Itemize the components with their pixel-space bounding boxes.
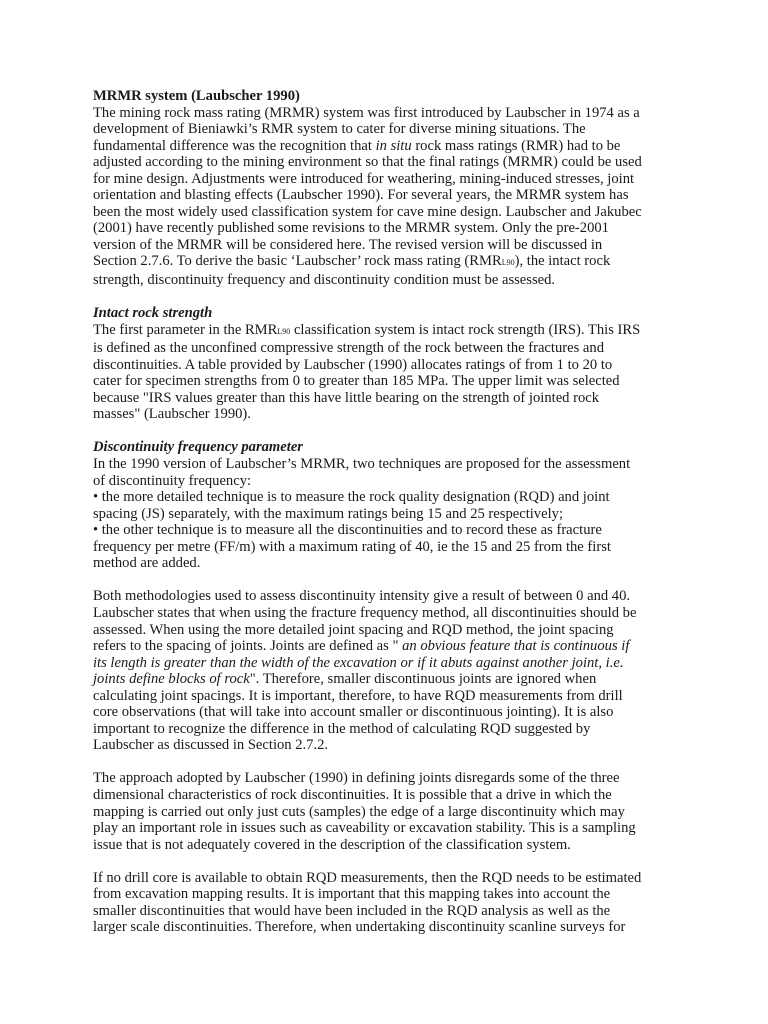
text-line: The first parameter in the RMRL90 classification system is intact rock strength (IRS). This IRS — [93, 321, 641, 338]
text-line: mapping is carried out only just cuts (samples) the edge of a large discontinuity which may — [93, 803, 625, 820]
text-line: fundamental difference was the recognition that in situ rock mass ratings (RMR) had to be — [93, 137, 621, 154]
text-line: Section 2.7.6. To derive the basic ‘Laubscher’ rock mass rating (RMRL90), the intact rock — [93, 253, 611, 270]
text-line: is defined as the unconfined compressive strength of the rock between the fractures and — [93, 340, 605, 357]
text-line: The mining rock mass rating (MRMR) system was first introduced by Laubscher in 1974 as a — [93, 104, 640, 121]
text-line: The approach adopted by Laubscher (1990) in defining joints disregards some of the three — [93, 770, 620, 787]
text-line: dimensional characteristics of rock discontinuities. It is possible that a drive in which the — [93, 786, 612, 803]
text-line: method are added. — [93, 555, 201, 572]
paragraph-approach — [93, 770, 713, 853]
text-line: larger scale discontinuities. Therefore, when undertaking discontinuity scanline surveys for — [93, 919, 626, 936]
text-line: of discontinuity frequency: — [93, 472, 252, 489]
text-line: development of Bieniawki’s RMR system to cater for diverse mining situations. The — [93, 121, 586, 138]
text-line: joints define blocks of rock". Therefore, smaller discontinuous joints are ignored when — [93, 671, 597, 688]
text-line: adjusted according to the mining environment so that the final ratings (MRMR) could be used — [93, 154, 642, 171]
text-line: important to recognize the difference in the method of calculating RQD suggested by — [93, 720, 591, 737]
italic-quote: its length is greater than the width of the excavation or if it abuts against another joint, i.e. — [93, 654, 624, 671]
text-line: because "IRS values greater than this have little bearing on the strength of jointed rock — [93, 389, 600, 406]
text-line: In the 1990 version of Laubscher’s MRMR, two techniques are proposed for the assessment — [93, 456, 631, 473]
text-line: smaller discontinuities that would have been included in the RQD analysis as well as the — [93, 902, 611, 919]
italic-quote: joints define blocks of rock — [93, 671, 250, 688]
text-line: issue that is not adequately covered in the description of the classification system. — [93, 836, 571, 853]
text-line: spacing (JS) separately, with the maximum ratings being 15 and 25 respectively; — [93, 505, 563, 522]
text-line: orientation and blasting effects (Laubscher 1990). For several years, the MRMR system has — [93, 187, 629, 204]
bullet-line: • the more detailed technique is to measure the rock quality designation (RQD) and joint — [93, 489, 610, 506]
text-line: Laubscher states that when using the fracture frequency method, all discontinuities should be — [93, 604, 637, 621]
text-line: calculating joint spacings. It is important, therefore, to have RQD measurements from drill — [93, 687, 623, 704]
bullet-line: • the other technique is to measure all the discontinuities and to record these as fracture — [93, 522, 602, 539]
document-page — [93, 88, 713, 936]
paragraph-intact — [93, 322, 713, 423]
text-line: play an important role in issues such as caveability or excavation stability. This is a sampling — [93, 820, 636, 837]
paragraph-methodologies — [93, 588, 713, 753]
italic-quote: an obvious feature that is continuous if — [402, 638, 630, 655]
text-line: refers to the spacing of joints. Joints are defined as " an obvious feature that is continuous if — [93, 638, 630, 655]
text-line: frequency per metre (FF/m) with a maximum rating of 40, ie the 15 and 25 from the first — [93, 538, 611, 555]
section-heading: MRMR system (Laubscher 1990) — [93, 88, 300, 104]
subsection-heading-discontinuity: Discontinuity frequency parameter — [93, 439, 303, 456]
text-line: version of the MRMR will be considered here. The revised version will be discussed in — [93, 236, 603, 253]
paragraph-discontinuity — [93, 456, 713, 572]
subscript: L90 — [501, 258, 515, 268]
text-line: been the most widely used classification system for cave mine design. Laubscher and Jakubec — [93, 203, 642, 220]
text-line: Both methodologies used to assess discontinuity intensity give a result of between 0 and 40. — [93, 588, 631, 605]
text-line: strength, discontinuity frequency and discontinuity condition must be assessed. — [93, 272, 556, 289]
paragraph-drill-core — [93, 870, 713, 936]
subsection-heading-intact: Intact rock strength — [93, 305, 213, 322]
subscript: L90 — [277, 326, 291, 336]
text-line: discontinuities. A table provided by Laubscher (1990) allocates ratings of from 1 to 20 to — [93, 356, 613, 373]
paragraph-intro — [93, 105, 713, 289]
text-line: masses" (Laubscher 1990). — [93, 406, 251, 423]
text-line: If no drill core is available to obtain RQD measurements, then the RQD needs to be estimated — [93, 869, 642, 886]
text-line: assessed. When using the more detailed joint spacing and RQD method, the joint spacing — [93, 621, 614, 638]
italic-term: in situ — [375, 137, 412, 154]
text-line: core observations (that will take into account smaller or discontinuous jointing). It is also — [93, 704, 614, 721]
text-line: Laubscher as discussed in Section 2.7.2. — [93, 737, 329, 754]
text-line: from excavation mapping results. It is important that this mapping takes into account the — [93, 886, 611, 903]
text-line: (2001) have recently published some revisions to the MRMR system. Only the pre-2001 — [93, 220, 609, 237]
text-line: cater for specimen strengths from 0 to greater than 185 MPa. The upper limit was selected — [93, 373, 620, 390]
text-line: for mine design. Adjustments were introduced for weathering, mining-induced stresses, joint — [93, 170, 635, 187]
